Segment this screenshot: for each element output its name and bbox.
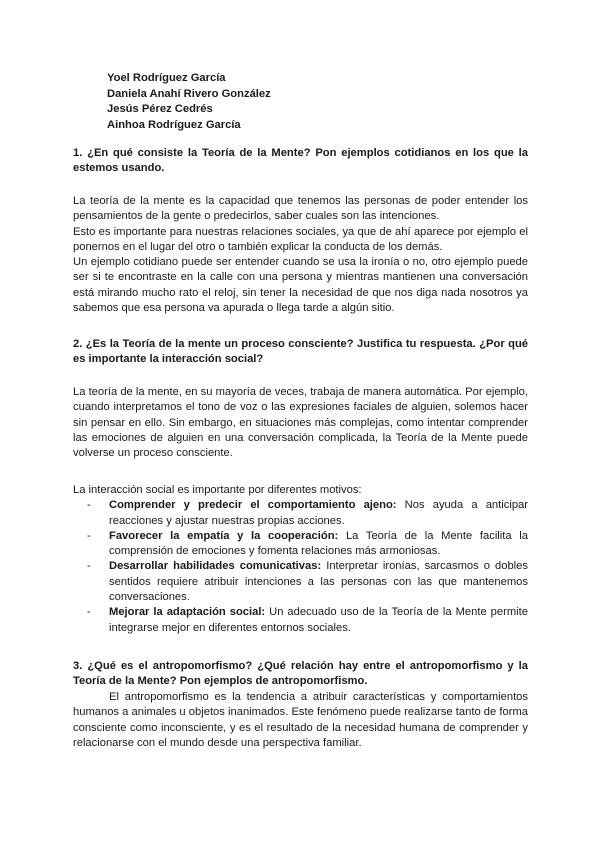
answer-3 [73,690,528,751]
reasons-list [73,498,528,636]
bullet-dash: - [87,529,91,542]
bullet-text: La Teoría de la Mente facilita la comprensión de emociones y fomenta relaciones más armoniosas. [109,529,528,558]
bullet-term: Favorecer la empatía y la cooperación: [109,529,339,542]
answer-1-paragraph-1: La teoría de la mente es la capacidad que tenemos las personas de poder entender los pensamientos de la gente o predecirlos, saber cuales son las intenciones. [73,195,528,223]
author-list [107,71,271,133]
answer-2-list-section [73,483,528,636]
author-name: Ainhoa Rodríguez García [107,118,241,131]
answer-1-paragraph-2: Esto es importante para nuestras relaciones sociales, ya que de ahí aparece por ejemplo el ponernos en el lugar del otro o también explicar la conducta de los demás. [73,225,528,253]
list-item [73,605,528,636]
answer-1-paragraph-3: Un ejemplo cotidiano puede ser entender cuando se usa la ironía o no, otro ejemplo puede ser si te encontraste en la calle con una persona y mientras mantienen una conversación está mirando mucho rato el reloj, sin tener la necesidad de que nos diga nada nosotros ya sabemos que esa persona va apurada o llega tarde a algún sitio. [73,256,528,315]
bullet-text: Interpretar ironías, sarcasmos o dobles sentidos requiere atribuir intenciones a las personas con las que mantenemos conversaciones. [109,560,528,604]
answer-2-paragraph-2: La interacción social es importante por diferentes motivos: [73,484,362,496]
bullet-dash: - [87,606,91,619]
answer-3-paragraph-1: El antropomorfismo es la tendencia a atribuir características y comportamientos humanos a animales u objetos inanimados. Este fenómeno puede realizarse tanto de forma consciente como inconsciente, y es el resultado de la necesidad humana de comprender y relacionarse con el mundo desde una perspectiva familiar. [73,691,528,749]
bullet-dash: - [87,560,91,573]
bullet-text: Nos ayuda a anticipar reacciones y ajustar nuestras propias acciones. [109,499,528,527]
question-3-heading: 3. ¿Qué es el antropomorfismo? ¿Qué relación hay entre el antropomorfismo y la Teoría de la Mente? Pon ejemplos de antropomorfismo. [73,660,528,688]
author-name: Jesús Pérez Cedrés [107,103,213,115]
question-1-heading: 1. ¿En qué consiste la Teoría de la Mente? Pon ejemplos cotidianos en los que la estemos usando. [73,147,528,175]
answer-2-paragraph-1: La teoría de la mente, en su mayoría de veces, trabaja de manera automática. Por ejemplo, cuando interpretamos el tono de voz o las expresiones faciales de alguien, solemos hacer sin pensar en ello. Sin embargo, en situaciones más complejas, como intentar comprender las emociones de alguien en una conversación complicada, la Teoría de la Mente puede volverse un proceso consciente. [73,386,528,460]
author-name: Yoel Rodríguez García [107,72,226,84]
question-2 [73,337,528,368]
bullet-dash: - [87,499,91,512]
answer-2 [73,385,528,461]
question-2-heading: 2. ¿Es la Teoría de la mente un proceso consciente? Justifica tu respuesta. ¿Por qué es importante la interacción social? [73,338,528,366]
list-item [73,529,528,560]
question-1 [73,146,528,177]
bullet-term: Desarrollar habilidades comunicativas: [109,560,322,573]
list-item [73,559,528,605]
question-3 [73,659,528,690]
list-item [73,498,528,529]
author-name: Daniela Anahí Rivero González [107,87,271,100]
answer-1 [73,194,528,316]
bullet-term: Comprender y predecir el comportamiento ajeno: [109,499,397,512]
bullet-term: Mejorar la adaptación social: [109,606,266,619]
bullet-text: Un adecuado uso de la Teoría de la Mente permite integrarse mejor en diferentes entornos sociales. [109,606,528,634]
